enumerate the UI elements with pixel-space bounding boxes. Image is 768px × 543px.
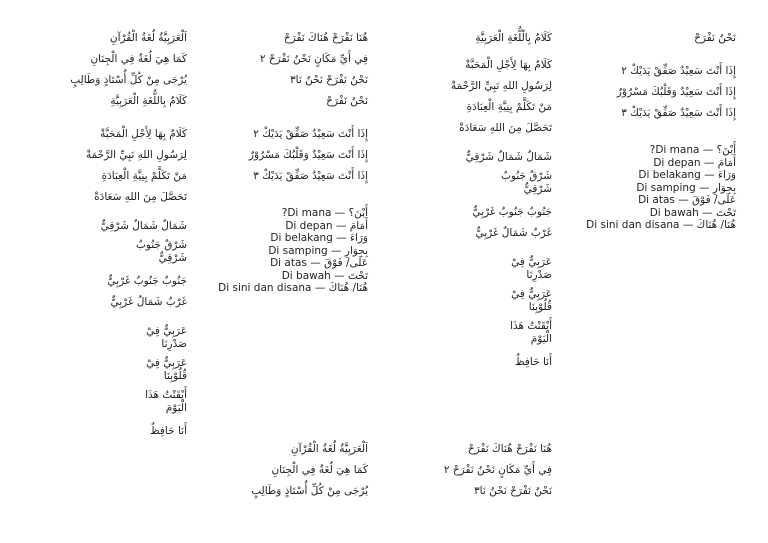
verse-line: إِذَا أَنْتَ سَعِيْدٌ وَقَلْبُكَ مَسْرُوْرٌ bbox=[616, 86, 736, 98]
verse-line: نَحْنُ نَفْرَحْ bbox=[326, 95, 368, 107]
verse-line: لِرَسُولِ اللهِ نَبِيِّ الرَّحْمَةْ bbox=[85, 149, 187, 161]
verse-line: هُنَا نَفْرَحْ هُنَاكَ نَفْرَحْ bbox=[467, 443, 552, 455]
verse-line: إِذَا أَنْتَ سَعِيْدٌ صَفِّقْ يَدَيْكْ ٣ bbox=[253, 170, 368, 182]
verse-line: مَنْ تَكَلَّمْ بِنِيَّةِ الْعِبَادَةِ bbox=[101, 170, 187, 182]
verse-line: اَلْعَرَبِيَّةُ لُغَةُ الْقُرْآنِ bbox=[109, 32, 187, 44]
verse-line: نَحْنُ نَفْرَحْ نَحْنُ نَا٣ bbox=[474, 485, 552, 497]
verse-line: إِذَا أَنْتَ سَعِيْدٌ وَقَلْبُكَ مَسْرُوْرٌ bbox=[248, 149, 368, 161]
vocabulary-gloss-1 bbox=[218, 207, 368, 295]
gloss-line: عَلَى/ فَوْقَ — Di atas bbox=[638, 194, 736, 206]
vocabulary-gloss-2 bbox=[586, 144, 736, 232]
column-4 bbox=[566, 28, 736, 124]
verse-line: كَلَامٌ بِالْلُّغَةِ الْعَرَبِيَّةِ bbox=[475, 32, 552, 44]
gloss-line: عَلَى/ فَوْقَ — Di atas bbox=[270, 257, 368, 269]
verse-line: كَلَامٌ بِهَا لِأَجْلِ الْمَحَبَّةْ bbox=[465, 59, 552, 71]
verse-line: يُرْجَى مِنْ كُلِّ أُسْتَاذٍ وَطَالِبٍ bbox=[251, 485, 368, 497]
verse-line: تَحَصَّلَ مِنَ اللهِ سَعَادَةْ bbox=[94, 191, 187, 203]
gloss-line: وَرَاءَ — Di belakang bbox=[270, 232, 368, 244]
verse-line: تَحَصَّلَ مِنَ اللهِ سَعَادَةْ bbox=[459, 122, 552, 134]
gloss-line: أَيْنَ؟ — Di mana? bbox=[281, 207, 368, 219]
gloss-line: وَرَاءَ — Di belakang bbox=[638, 169, 736, 181]
verse-line: عَرَبِيٌّ فِيْ صَدْرِنَا bbox=[146, 325, 187, 350]
column-2 bbox=[198, 28, 368, 187]
gloss-line: تَحْتَ — Di bawah bbox=[281, 269, 368, 282]
gloss-line: أَمَامَ — Di depan bbox=[653, 156, 736, 169]
verse-line: شَمَالٌ شَمَالٌ شَرْقِيٌّ bbox=[100, 220, 187, 232]
verse-line: جَنُوبٌ جَنُوبٌ غَرْبِيٌّ bbox=[472, 206, 552, 218]
verse-line: كَلَامٌ بِاللُّغَةِ الْعَرَبِيَّةِ bbox=[110, 95, 187, 107]
verse-line: عَرَبِيٌّ فِيْ صَدْرِنَا bbox=[511, 256, 552, 281]
verse-line: غَرْبٌ شَمَالٌ غَرْبِيٌّ bbox=[475, 227, 552, 239]
gloss-line: أَيْنَ؟ — Di mana? bbox=[649, 144, 736, 156]
verse-line: اَلْعَرَبِيَّةُ لُغَةُ الْقُرْآنِ bbox=[290, 443, 368, 455]
gloss-line: هُنَا/ هُنَاكَ — Di sini dan disana bbox=[586, 219, 736, 231]
verse-line: هُنَا نَفْرَحْ هُنَاكَ نَفْرَحْ bbox=[283, 32, 368, 44]
verse-line: أَنَا حَافِظٌ bbox=[149, 425, 187, 437]
verse-line: شَرْقٌ جَنُوبٌ شَرْقِيٌّ bbox=[500, 170, 552, 195]
verse-line: فِي أَيِّ مَكَانٍ نَحْنُ نَفْرَحْ ٢ bbox=[259, 53, 368, 65]
verse-line: عَرَبِيٌّ فِيْ قُلُوْبِنَا bbox=[146, 357, 187, 382]
verse-line: أَنَا حَافِظٌ bbox=[514, 356, 552, 368]
verse-line: جَنُوبٌ جَنُوبٌ غَرْبِيٌّ bbox=[107, 275, 187, 287]
gloss-line: أَمَامَ — Di depan bbox=[285, 219, 368, 232]
verse-line: عَرَبِيٌّ فِيْ قُلُوْبِنَا bbox=[511, 288, 552, 313]
verse-line: مَنْ تَكَلَّمْ بِنِيَّةِ الْعِبَادَةِ bbox=[466, 101, 552, 113]
verse-line: كَمَا هِيَ لُغَةٌ فِي الْجِنَانِ bbox=[90, 53, 187, 65]
verse-line: شَمَالٌ شَمَالٌ شَرْقِيٌّ bbox=[465, 151, 552, 163]
verse-line: إِذَا أَنْتَ سَعِيْدٌ صَفِّقْ يَدَيْكْ ٢ bbox=[253, 128, 368, 140]
verse-line: كَمَا هِيَ لُغَةٌ فِي الْجِنَانِ bbox=[271, 464, 368, 476]
column-3 bbox=[382, 28, 552, 373]
verse-line: لِرَسُولِ اللهِ نَبِيِّ الرَّحْمَةْ bbox=[450, 80, 552, 92]
verse-line: كَلَامٌ بِهَا لِأَجْلِ الْمَحَبَّةْ bbox=[100, 128, 187, 140]
gloss-line: بِجِوَارِ — Di samping bbox=[268, 244, 368, 257]
verse-line: إِذَا أَنْتَ سَعِيْدٌ صَفِّقْ يَدَيْكْ ٢ bbox=[621, 65, 736, 77]
verse-line: يُرْجَى مِنْ كُلِّ أُسْتَاذٍ وَطَالِبٍ bbox=[70, 74, 187, 86]
verse-line: فِي أَيِّ مَكَانٍ نَحْنُ نَفْرَحْ ٢ bbox=[443, 464, 552, 476]
column-1 bbox=[7, 28, 187, 442]
gloss-line: بِجِوَارِ — Di samping bbox=[636, 181, 736, 194]
verse-line: شَرْقٌ جَنُوبٌ شَرْقِيٌّ bbox=[135, 239, 187, 264]
verse-line: إِذَا أَنْتَ سَعِيْدٌ صَفِّقْ يَدَيْكْ ٣ bbox=[621, 107, 736, 119]
gloss-line: هُنَا/ هُنَاكَ — Di sini dan disana bbox=[218, 282, 368, 294]
gloss-line: تَحْتَ — Di bawah bbox=[649, 206, 736, 219]
verse-line: نَحْنُ نَفْرَحْ bbox=[694, 32, 736, 44]
column-2-bottom bbox=[198, 439, 368, 502]
verse-line: غَرْبٌ شَمَالٌ غَرْبِيٌّ bbox=[110, 296, 187, 308]
verse-line: أَيْقَنْتُ هَذَا الْيَوْمَ bbox=[145, 389, 187, 414]
column-3-bottom bbox=[382, 439, 552, 502]
verse-line: أَيْقَنْتُ هَذَا الْيَوْمَ bbox=[510, 320, 552, 345]
verse-line: نَحْنُ نَفْرَحْ نَحْنُ نَا٣ bbox=[290, 74, 368, 86]
